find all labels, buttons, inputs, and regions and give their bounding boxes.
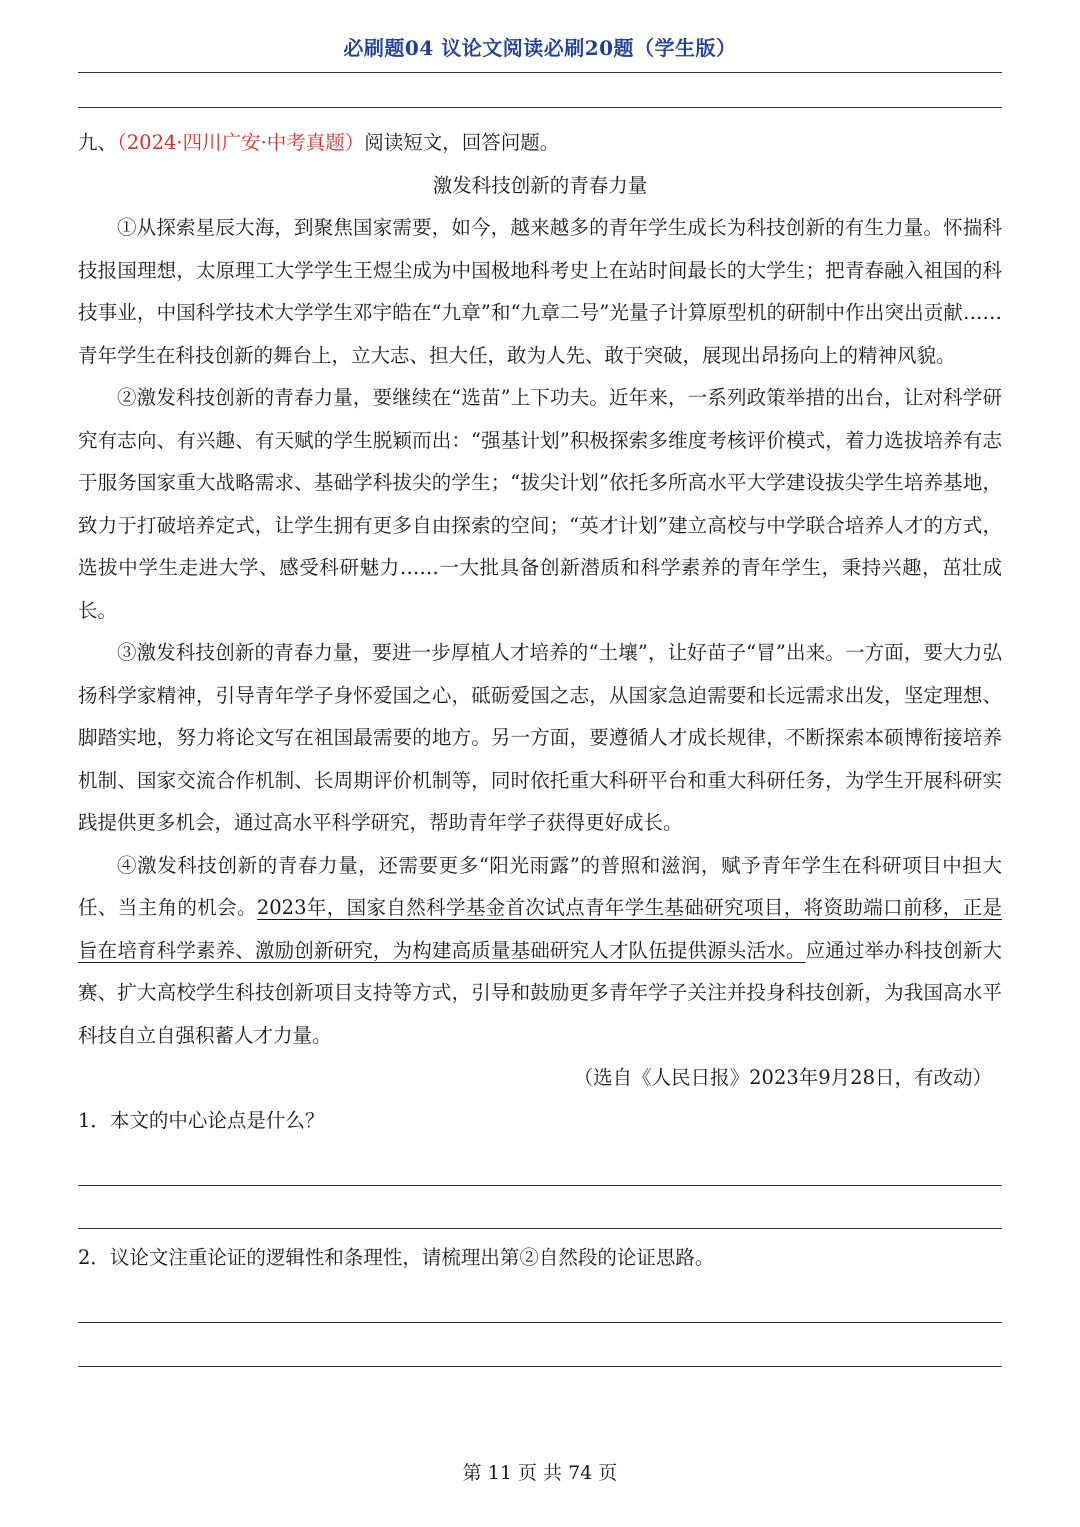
page-suffix: 页	[598, 1462, 618, 1484]
page-footer	[0, 1458, 1080, 1485]
page-middle: 页 共	[517, 1462, 563, 1484]
answer-line[interactable]	[78, 1323, 1002, 1367]
article-citation: （选自《人民日报》2023年9月28日，有改动）	[573, 1066, 992, 1089]
paragraph-4-start: ④激发科技创新的青春力量，还需要更多“阳光雨露”的普照和滋润，赋予青年学生在科研项目中担大任、当主角的机会。	[78, 853, 1002, 919]
underlined-sentence: 2023年，国家自然科学基金首次试点青年学生基础研究项目，将资助端口前移，正是旨在培育科学素养、激励创新研究，为构建高质量基础研究人才队伍提供源头活水。	[78, 896, 1002, 962]
page-total-number: 74	[568, 1462, 593, 1484]
question-instruction: 阅读短文，回答问题。	[364, 131, 560, 154]
paragraph-4-end: 应通过举办科技创新大赛、扩大高校学生科技创新项目支持等方式，引导和鼓励更多青年学子关注并投身科技创新，为我国高水平科技自立自强积蓄人才力量。	[78, 938, 1002, 1047]
article-paragraph-4	[78, 845, 1002, 1058]
document-content	[78, 122, 1002, 1367]
answer-line[interactable]	[78, 1142, 1002, 1186]
page-header-title: 必刷题04 议论文阅读必刷20题（学生版）	[343, 36, 737, 60]
question-number: 九、	[78, 131, 118, 154]
page-prefix: 第	[462, 1462, 482, 1484]
header-rule-bottom	[78, 107, 1002, 108]
article-paragraph-1: ①从探索星辰大海，到聚焦国家需要，如今，越来越多的青年学生成长为科技创新的有生力量。怀揣科技报国理想，太原理工大学学生王煜尘成为中国极地科考史上在站时间最长的大学生；把青春融入祖国的科技事业，中国科学技术大学学生邓宇皓在“九章”和“九章二号”光量子计算原型机的研制中作出突出贡献……青年学生在科技创新的舞台上，立大志、担大任，敢为人先、敢于突破，展现出昂扬向上的精神风貌。	[78, 216, 1002, 367]
question-1: 1．本文的中心论点是什么？	[78, 1108, 325, 1132]
answer-line[interactable]	[78, 1186, 1002, 1230]
answer-line[interactable]	[78, 1280, 1002, 1324]
article-title: 激发科技创新的青春力量	[432, 173, 648, 197]
article-paragraph-3: ③激发科技创新的青春力量，要进一步厚植人才培养的“土壤”，让好苗子“冒”出来。一方面，要大力弘扬科学家精神，引导青年学子身怀爱国之心，砥砺爱国之志，从国家急迫需要和长远需求出发，坚定理想、脚踏实地，努力将论文写在祖国最需要的地方。另一方面，要遵循人才成长规律，不断探索本硕博衔接培养机制、国家交流合作机制、长周期评价机制等，同时依托重大科研平台和重大科研任务，为学生开展科研实践提供更多机会，通过高水平科学研究，帮助青年学子获得更好成长。	[78, 641, 1002, 834]
question-source: （2024·四川广安·中考真题）	[117, 131, 365, 154]
header-rule-top	[78, 72, 1002, 73]
page-current-number: 11	[487, 1462, 512, 1484]
question-heading	[78, 122, 1002, 165]
question-2: 2．议论文注重论证的逻辑性和条理性，请梳理出第②自然段的论证思路。	[78, 1246, 715, 1269]
article-paragraph-2: ②激发科技创新的青春力量，要继续在“选苗”上下功夫。近年来，一系列政策举措的出台，让对科学研究有志向、有兴趣、有天赋的学生脱颖而出：“强基计划”积极探索多维度考核评价模式，着力选拔培养有志于服务国家重大战略需求、基础学科拔尖的学生；“拔尖计划”依托多所高水平大学建设拔尖学生培养基地，致力于打破培养定式，让学生拥有更多自由探索的空间；“英才计划”建立高校与中学联合培养人才的方式，选拔中学生走进大学、感受科研魅力……一大批具备创新潜质和科学素养的青年学生，秉持兴趣，茁壮成长。	[78, 386, 1002, 622]
